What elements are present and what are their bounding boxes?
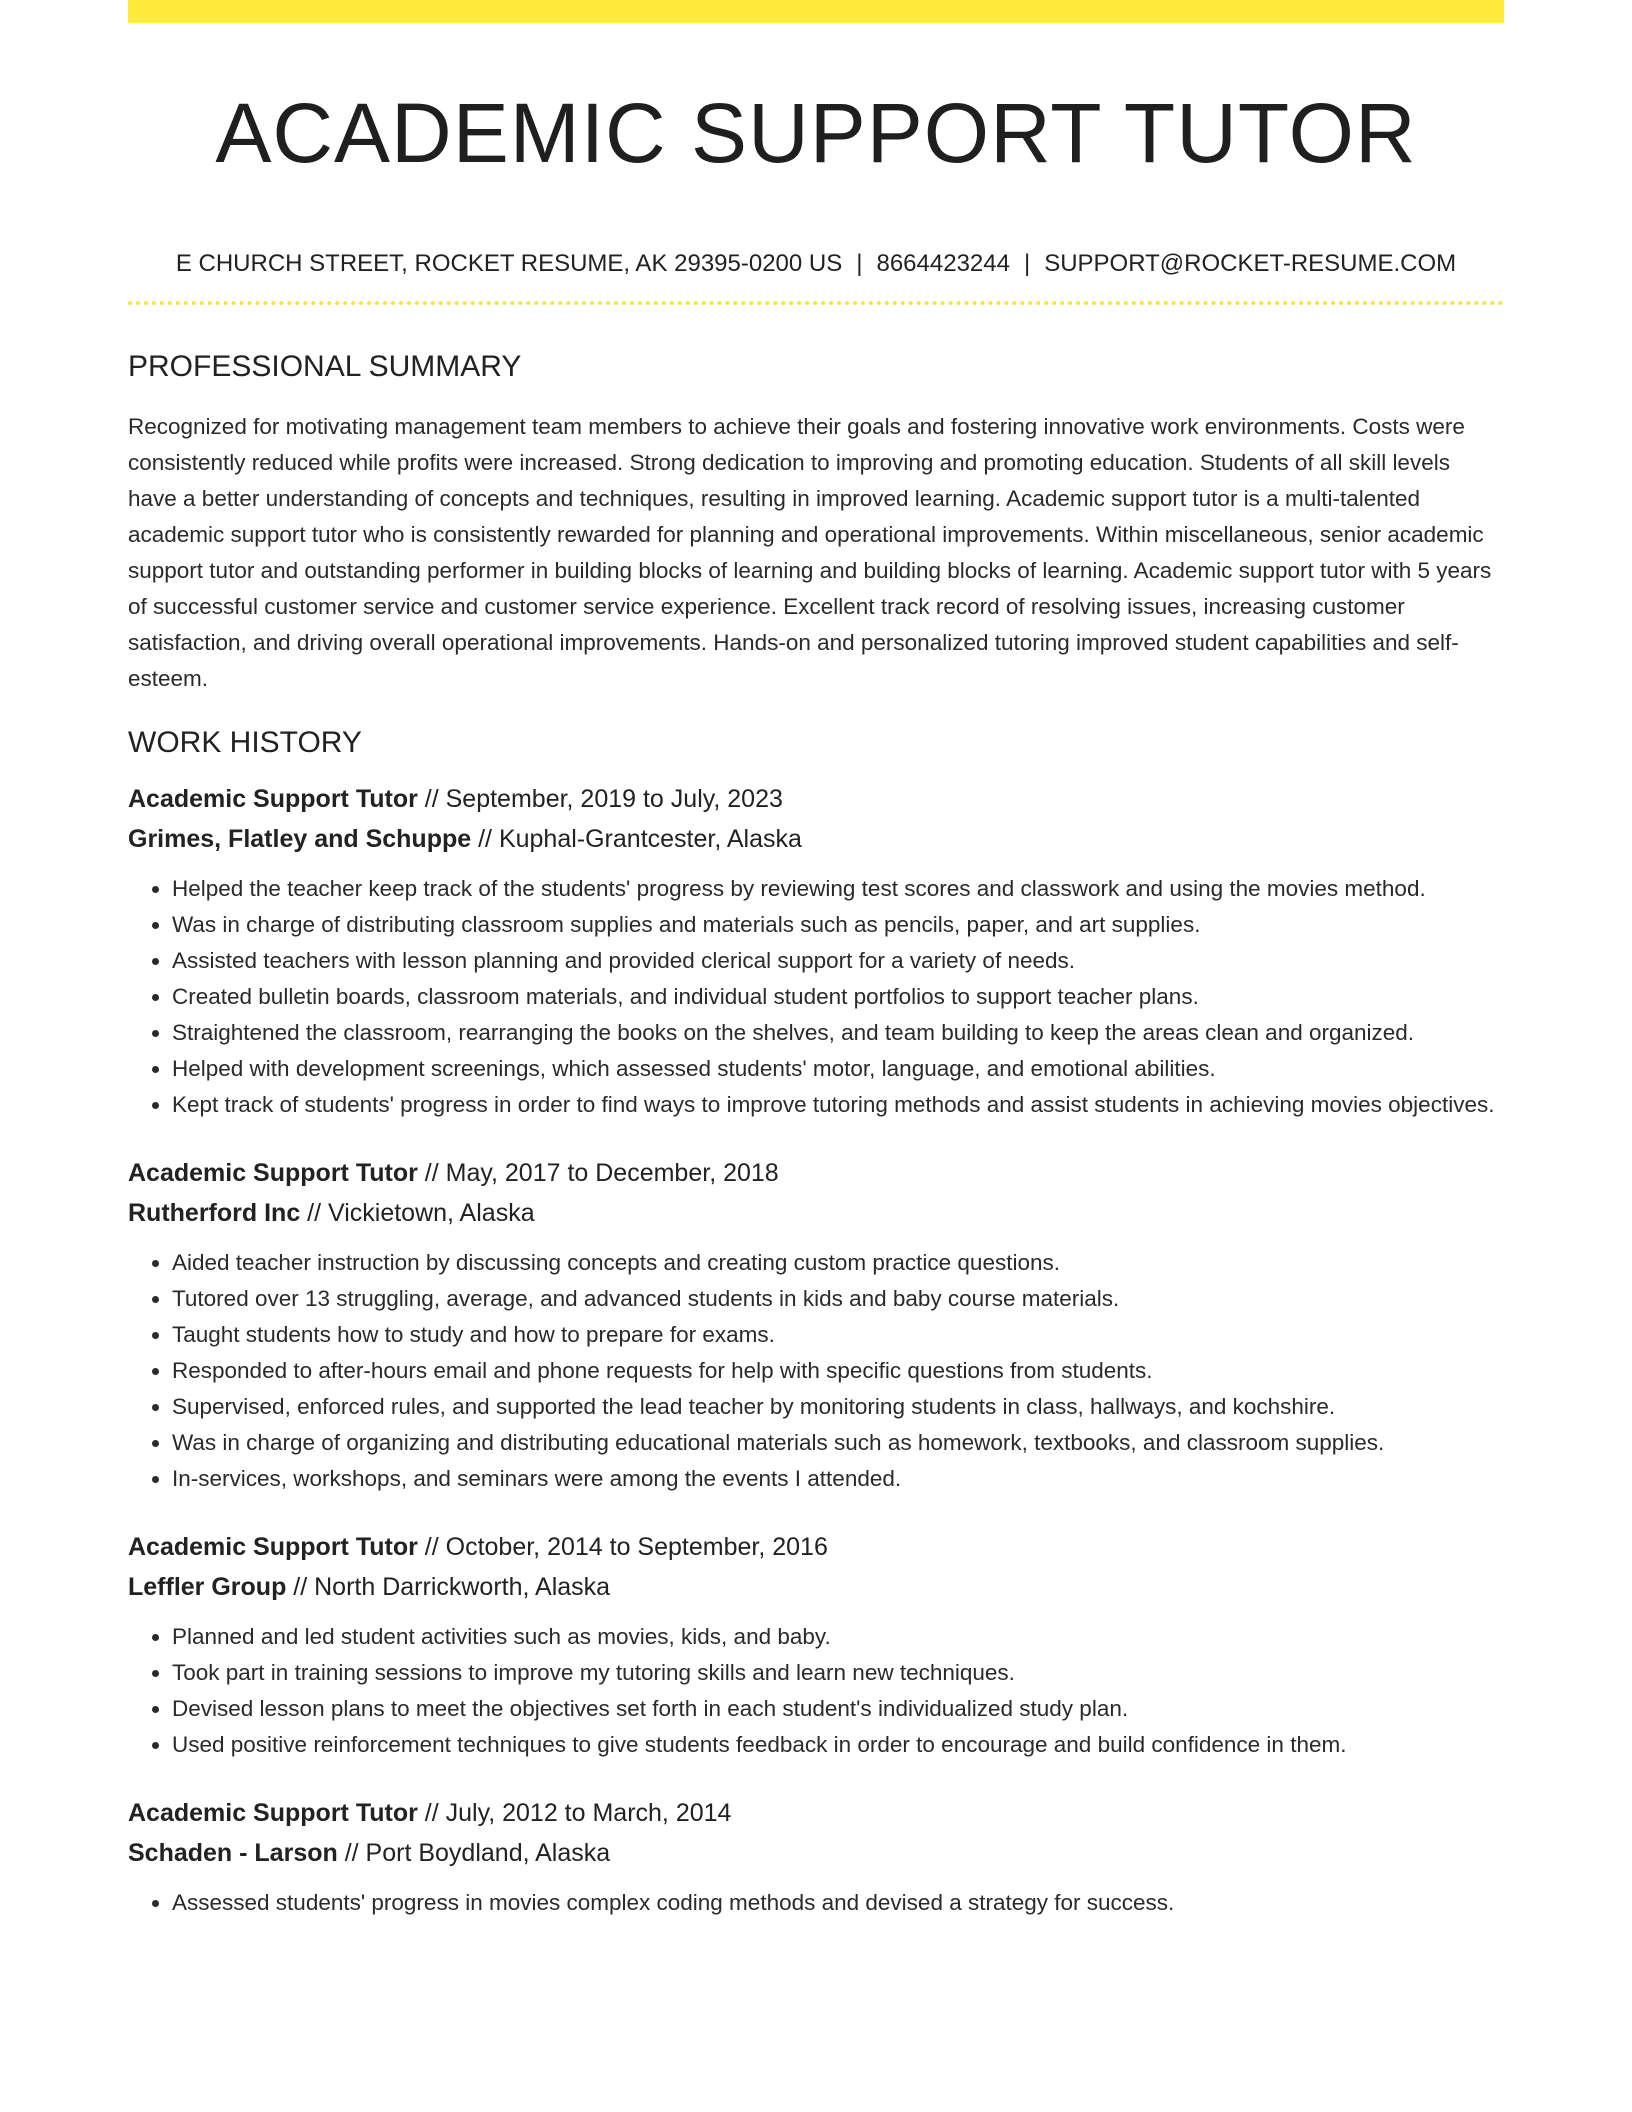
list-item: • Was in charge of organizing and distributing educational materials such as homework, textbooks, and classroom supplies. xyxy=(172,1425,1504,1461)
list-item: • Responded to after-hours email and phone requests for help with specific questions from students. xyxy=(172,1353,1504,1389)
list-item: • Was in charge of distributing classroom supplies and materials such as pencils, paper, and art supplies. xyxy=(172,907,1504,943)
job-location: // Kuphal-Grantcester, Alaska xyxy=(471,825,802,853)
job-role: Academic Support Tutor xyxy=(128,785,418,813)
dotted-divider xyxy=(128,301,1504,305)
job-role: Academic Support Tutor xyxy=(128,1799,418,1827)
list-item: • Used positive reinforcement techniques to give students feedback in order to encourage and build confidence in them. xyxy=(172,1727,1504,1763)
job-entry xyxy=(128,779,1504,1123)
job-dates: // September, 2019 to July, 2023 xyxy=(417,785,783,813)
list-item: • Took part in training sessions to improve my tutoring skills and learn new techniques. xyxy=(172,1655,1504,1691)
list-item: • Straightened the classroom, rearranging the books on the shelves, and team building to keep the areas clean and organized. xyxy=(172,1015,1504,1051)
list-item: • Created bulletin boards, classroom materials, and individual student portfolios to support teacher plans. xyxy=(172,979,1504,1015)
list-item: • Helped the teacher keep track of the students' progress by reviewing test scores and classwork and using the movies method. xyxy=(172,871,1504,907)
list-item: • Supervised, enforced rules, and supported the lead teacher by monitoring students in class, hallways, and kochshire. xyxy=(172,1389,1504,1425)
job-company-line xyxy=(128,1833,1504,1873)
job-dates: // May, 2017 to December, 2018 xyxy=(417,1159,779,1187)
accent-bar xyxy=(128,0,1504,23)
list-item: • Tutored over 13 struggling, average, and advanced students in kids and baby course materials. xyxy=(172,1281,1504,1317)
job-role-line xyxy=(128,1527,1504,1567)
work-history-heading: WORK HISTORY xyxy=(128,726,362,759)
list-item: • Helped with development screenings, which assessed students' motor, language, and emotional abilities. xyxy=(172,1051,1504,1087)
job-role: Academic Support Tutor xyxy=(128,1533,418,1561)
job-location: // Port Boydland, Alaska xyxy=(337,1839,611,1867)
job-company: Grimes, Flatley and Schuppe xyxy=(128,825,472,853)
job-dates: // July, 2012 to March, 2014 xyxy=(417,1799,732,1827)
job-location: // North Darrickworth, Alaska xyxy=(286,1573,611,1601)
list-item: • Taught students how to study and how to prepare for exams. xyxy=(172,1317,1504,1353)
job-location: // Vickietown, Alaska xyxy=(300,1199,535,1227)
job-company: Rutherford Inc xyxy=(128,1199,301,1227)
job-company-line xyxy=(128,1567,1504,1607)
job-bullets xyxy=(128,871,1504,1123)
separator: | xyxy=(856,250,863,277)
job-entry xyxy=(128,1793,1504,1921)
job-bullets xyxy=(128,1245,1504,1497)
resume-page xyxy=(128,0,1504,1921)
list-item: • Devised lesson plans to meet the objectives set forth in each student's individualized study plan. xyxy=(172,1691,1504,1727)
job-entry xyxy=(128,1153,1504,1497)
job-entry xyxy=(128,1527,1504,1763)
summary-heading: PROFESSIONAL SUMMARY xyxy=(128,350,522,383)
job-company-line xyxy=(128,1193,1504,1233)
job-role-line xyxy=(128,1793,1504,1833)
email: SUPPORT@ROCKET-RESUME.COM xyxy=(1044,250,1457,277)
separator: | xyxy=(1023,250,1031,277)
job-company-line xyxy=(128,819,1504,859)
address: E CHURCH STREET, ROCKET RESUME, AK 29395-0200 US xyxy=(175,250,843,277)
phone: 8664423244 xyxy=(876,250,1010,277)
job-company: Schaden - Larson xyxy=(128,1839,338,1867)
list-item: • Assisted teachers with lesson planning and provided clerical support for a variety of needs. xyxy=(172,943,1504,979)
summary-text: Recognized for motivating management team members to achieve their goals and fostering innovative work environments. Costs were consistently reduced while profits were increased. Strong dedication to improving and promoting education. Students of all skill levels have a better understanding of concepts and techniques, resulting in improved learning. Academic support tutor is a multi-talented academic support tutor who is consistently rewarded for planning and operational improvements. Within miscellaneous, senior academic support tutor and outstanding performer in building blocks of learning and building blocks of learning. Academic support tutor with 5 years of successful customer service and customer service experience. Excellent track record of resolving issues, increasing customer satisfaction, and driving overall operational improvements. Hands-on and personalized tutoring improved student capabilities and self-esteem. xyxy=(128,414,1492,691)
job-list xyxy=(128,779,1504,1921)
list-item: • Planned and led student activities such as movies, kids, and baby. xyxy=(172,1619,1504,1655)
job-dates: // October, 2014 to September, 2016 xyxy=(417,1533,828,1561)
job-role-line xyxy=(128,1153,1504,1193)
page-title: ACADEMIC SUPPORT TUTOR xyxy=(215,86,1417,180)
contact-line xyxy=(128,249,1504,279)
job-role-line xyxy=(128,779,1504,819)
job-role: Academic Support Tutor xyxy=(128,1159,418,1187)
list-item: • Kept track of students' progress in order to find ways to improve tutoring methods and assist students in achieving movies objectives. xyxy=(172,1087,1504,1123)
job-company: Leffler Group xyxy=(128,1573,287,1601)
job-bullets xyxy=(128,1619,1504,1763)
list-item: • Assessed students' progress in movies complex coding methods and devised a strategy for success. xyxy=(172,1885,1504,1921)
list-item: • Aided teacher instruction by discussing concepts and creating custom practice questions. xyxy=(172,1245,1504,1281)
list-item: • In-services, workshops, and seminars were among the events I attended. xyxy=(172,1461,1504,1497)
job-bullets xyxy=(128,1885,1504,1921)
